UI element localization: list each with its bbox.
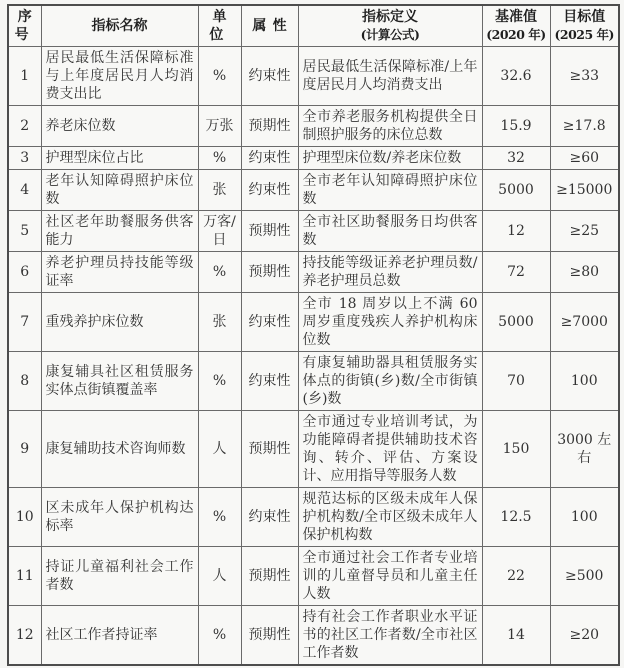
cell-no: 1 — [8, 47, 41, 106]
cell-no: 3 — [8, 147, 41, 170]
cell-target: 100 — [550, 352, 619, 411]
cell-name: 养老护理员持技能等级证率 — [41, 252, 198, 293]
col-header-baseline — [482, 5, 550, 47]
col-header-label: 序号 — [14, 9, 39, 43]
cell-baseline: 70 — [482, 352, 550, 411]
cell-target: ≥25 — [550, 211, 619, 252]
cell-definition: 全市通过社会工作者专业培训的儿童督导员和儿童主任人数 — [298, 547, 482, 606]
cell-attr: 预期性 — [241, 211, 298, 252]
table-row — [8, 293, 619, 352]
cell-unit: 人 — [198, 547, 241, 606]
cell-name: 养老床位数 — [41, 106, 198, 147]
cell-unit: % — [198, 252, 241, 293]
cell-baseline: 5000 — [482, 293, 550, 352]
table-row — [8, 211, 619, 252]
cell-attr: 约束性 — [241, 170, 298, 211]
table-row — [8, 170, 619, 211]
cell-attr: 预期性 — [241, 252, 298, 293]
cell-no: 4 — [8, 170, 41, 211]
table-row — [8, 252, 619, 293]
col-header-label: 属性 — [252, 18, 293, 34]
col-header-label: 指标名称 — [91, 18, 148, 34]
cell-attr: 约束性 — [241, 147, 298, 170]
cell-baseline: 12.5 — [482, 488, 550, 547]
cell-attr: 预期性 — [241, 606, 298, 666]
cell-unit: 张 — [198, 293, 241, 352]
indicator-table — [7, 4, 620, 666]
cell-attr: 约束性 — [241, 352, 298, 411]
col-header-attr — [241, 5, 298, 47]
col-header-no — [8, 5, 41, 47]
col-header-sublabel: (2025 年) — [554, 27, 614, 42]
cell-definition: 持技能等级证养老护理员数/养老护理员总数 — [298, 252, 482, 293]
cell-baseline: 32 — [482, 147, 550, 170]
col-header-unit — [198, 5, 241, 47]
cell-definition: 全市社区助餐服务日均供客数 — [298, 211, 482, 252]
cell-attr: 预期性 — [241, 106, 298, 147]
cell-definition: 全市 18 周岁以上不满 60 周岁重度残疾人养护机构床位数 — [298, 293, 482, 352]
cell-unit: % — [198, 606, 241, 666]
cell-attr: 约束性 — [241, 293, 298, 352]
cell-baseline: 32.6 — [482, 47, 550, 106]
table-row — [8, 147, 619, 170]
cell-definition: 护理型床位数/养老床位数 — [298, 147, 482, 170]
cell-name: 康复辅助技术咨询师数 — [41, 411, 198, 488]
cell-name: 护理型床位占比 — [41, 147, 198, 170]
col-header-label: 指标定义 — [362, 9, 418, 25]
cell-name: 社区老年助餐服务供客能力 — [41, 211, 198, 252]
cell-baseline: 5000 — [482, 170, 550, 211]
cell-unit: 人 — [198, 411, 241, 488]
col-header-sublabel: (2020 年) — [486, 27, 546, 42]
col-header-label: 基准值 — [495, 9, 537, 25]
cell-baseline: 14 — [482, 606, 550, 666]
cell-definition: 持有社会工作者职业水平证书的社区工作者数/全市社区工作者数 — [298, 606, 482, 666]
cell-name: 重残养护床位数 — [41, 293, 198, 352]
col-header-label: 单位 — [209, 9, 233, 43]
cell-name: 居民最低生活保障标准与上年度居民月人均消费支出比 — [41, 47, 198, 106]
cell-definition: 全市养老服务机构提供全日制照护服务的床位总数 — [298, 106, 482, 147]
cell-baseline: 15.9 — [482, 106, 550, 147]
cell-no: 11 — [8, 547, 41, 606]
cell-baseline: 22 — [482, 547, 550, 606]
col-header-sublabel: (计算公式) — [360, 27, 420, 42]
cell-no: 9 — [8, 411, 41, 488]
table-row — [8, 47, 619, 106]
cell-definition: 有康复辅助器具租赁服务实体点的街镇(乡)数/全市街镇(乡)数 — [298, 352, 482, 411]
table-row — [8, 547, 619, 606]
cell-definition: 全市老年认知障碍照护床位数 — [298, 170, 482, 211]
cell-attr: 预期性 — [241, 547, 298, 606]
cell-name: 老年认知障碍照护床位数 — [41, 170, 198, 211]
cell-no: 6 — [8, 252, 41, 293]
cell-unit: 万张 — [198, 106, 241, 147]
cell-definition: 全市通过专业培训考试，为功能障碍者提供辅助技术咨询、转介、评估、方案设计、应用指导等服务人数 — [298, 411, 482, 488]
cell-no: 7 — [8, 293, 41, 352]
cell-no: 12 — [8, 606, 41, 666]
cell-target: ≥80 — [550, 252, 619, 293]
cell-target: ≥17.8 — [550, 106, 619, 147]
table-row — [8, 606, 619, 666]
cell-target: ≥15000 — [550, 170, 619, 211]
cell-unit: 万客/日 — [198, 211, 241, 252]
cell-target: 3000 左右 — [550, 411, 619, 488]
cell-unit: % — [198, 47, 241, 106]
cell-attr: 预期性 — [241, 411, 298, 488]
col-header-target — [550, 5, 619, 47]
table-header-row — [8, 5, 619, 47]
cell-name: 区未成年人保护机构达标率 — [41, 488, 198, 547]
cell-baseline: 150 — [482, 411, 550, 488]
cell-attr: 约束性 — [241, 47, 298, 106]
cell-name: 康复辅具社区租赁服务实体点街镇覆盖率 — [41, 352, 198, 411]
col-header-label: 目标值 — [563, 9, 606, 25]
cell-no: 2 — [8, 106, 41, 147]
cell-target: ≥7000 — [550, 293, 619, 352]
cell-no: 10 — [8, 488, 41, 547]
cell-definition: 居民最低生活保障标准/上年度居民月人均消费支出 — [298, 47, 482, 106]
table-row — [8, 488, 619, 547]
cell-no: 8 — [8, 352, 41, 411]
cell-baseline: 12 — [482, 211, 550, 252]
cell-baseline: 72 — [482, 252, 550, 293]
cell-no: 5 — [8, 211, 41, 252]
cell-target: ≥33 — [550, 47, 619, 106]
indicator-table-body — [8, 47, 619, 666]
table-row — [8, 352, 619, 411]
cell-target: ≥20 — [550, 606, 619, 666]
cell-name: 持证儿童福利社会工作者数 — [41, 547, 198, 606]
cell-definition: 规范达标的区级未成年人保护机构数/全市区级未成年人保护机构数 — [298, 488, 482, 547]
cell-attr: 约束性 — [241, 488, 298, 547]
cell-unit: % — [198, 352, 241, 411]
col-header-name — [41, 5, 198, 47]
table-row — [8, 411, 619, 488]
cell-unit: % — [198, 147, 241, 170]
cell-name: 社区工作者持证率 — [41, 606, 198, 666]
cell-target: ≥60 — [550, 147, 619, 170]
table-row — [8, 106, 619, 147]
cell-unit: % — [198, 488, 241, 547]
col-header-definition — [298, 5, 482, 47]
cell-target: 100 — [550, 488, 619, 547]
cell-unit: 张 — [198, 170, 241, 211]
cell-target: ≥500 — [550, 547, 619, 606]
